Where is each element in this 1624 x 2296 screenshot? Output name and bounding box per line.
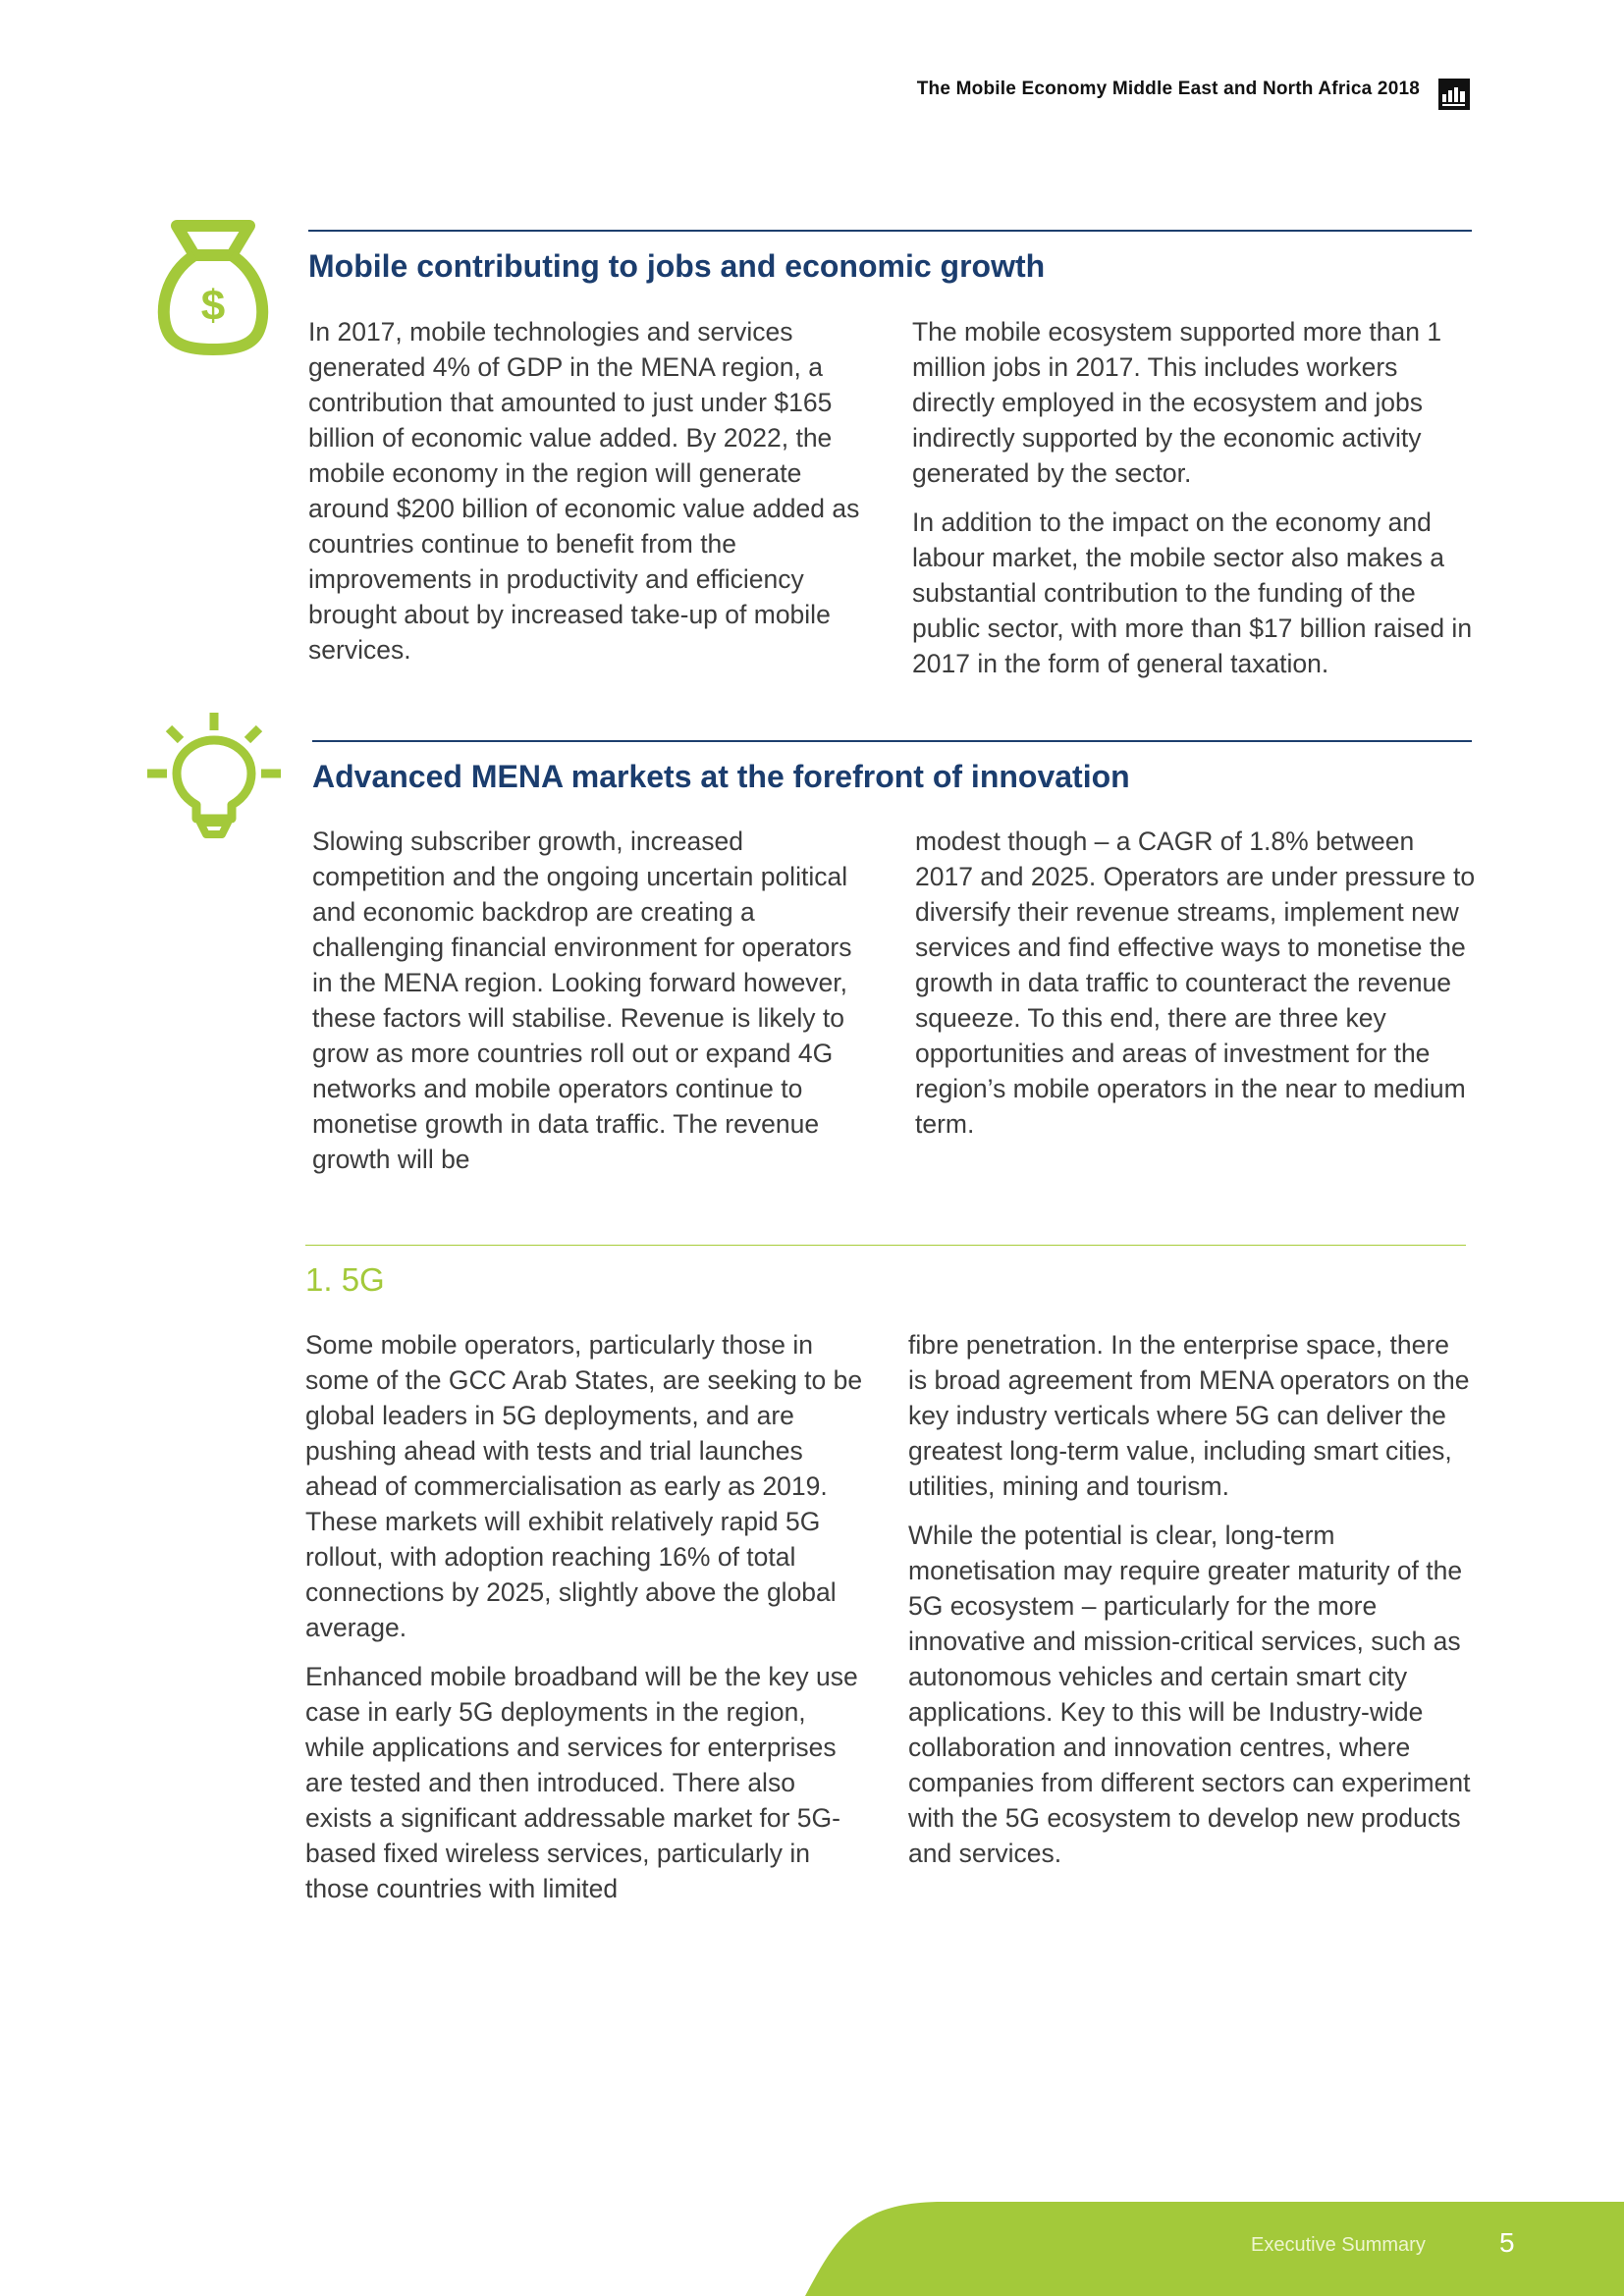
gsma-logo-icon [1438, 79, 1470, 110]
paragraph: fibre penetration. In the enterprise space, there is broad agreement from MENA operators on the key industry verticals where 5G can deliver the greatest long-term value, including smart cities, utilities, mining and tourism. [908, 1330, 1470, 1501]
paragraph: modest though – a CAGR of 1.8% between 2017 and 2025. Operators are under pressure to diversify their revenue streams, implement new services and find effective ways to monetise the growth in data traffic to counteract the revenue squeeze. To this end, there are three key opportunities and areas of investment for the region’s mobile operators in the near to medium term. [915, 827, 1476, 1139]
subsection-divider [305, 1245, 1466, 1246]
money-bag-icon [155, 220, 271, 362]
section1-column-right [912, 314, 1477, 695]
section-heading-innovation: Advanced MENA markets at the forefront of innovation [312, 759, 1130, 794]
svg-text:$: $ [200, 282, 226, 330]
document-title: The Mobile Economy Middle East and North Africa 2018 [916, 79, 1420, 99]
lightbulb-icon [147, 713, 281, 847]
section2-column-left [312, 824, 872, 1191]
paragraph: Slowing subscriber growth, increased competition and the ongoing uncertain political and economic backdrop are creating a challenging financial environment for operators in the MENA region. Looking forward however, these factors will stabilise. Revenue is likely to grow as more countries roll out or expand 4G networks and mobile operators continue to monetise growth in data traffic. The revenue growth will be [312, 827, 852, 1174]
section-heading-jobs-growth: Mobile contributing to jobs and economic growth [308, 248, 1046, 284]
paragraph: In 2017, mobile technologies and services generated 4% of GDP in the MENA region, a contribution that amounted to just under $165 billion of economic value added. By 2022, the mobile economy in the region will generate around $200 billion of economic value added as countries continue to benefit from the improvements in productivity and efficiency brought about by increased take-up of mobile services. [308, 317, 860, 665]
paragraph: In addition to the impact on the economy and labour market, the mobile sector also makes a substantial contribution to the funding of the public sector, with more than $17 billion raised in 2017 in the form of general taxation. [912, 507, 1473, 678]
section3-column-right [908, 1327, 1474, 1885]
page-number: 5 [1499, 2227, 1515, 2258]
section2-column-right [915, 824, 1477, 1155]
paragraph: Some mobile operators, particularly those in some of the GCC Arab States, are seeking to be global leaders in 5G deployments, and are pushing ahead with tests and trial launches ahead of commercialisation as early as 2019. These markets will exhibit relatively rapid 5G rollout, with adoption reaching 16% of total connections by 2025, slightly above the global average. [305, 1330, 863, 1642]
footer-section-label: Executive Summary [1251, 2234, 1426, 2256]
section3-column-left [305, 1327, 865, 1920]
subsection-heading-5g: 1. 5G [305, 1261, 385, 1298]
paragraph: Enhanced mobile broadband will be the key use case in early 5G deployments in the region, while applications and services for enterprises are tested and then introduced. There also exists a significant addressable market for 5G-based fixed wireless services, particularly in those countries with limited [305, 1662, 858, 1903]
paragraph: The mobile ecosystem supported more than 1 million jobs in 2017. This includes workers directly employed in the ecosystem and jobs indirectly supported by the economic activity generated by the sector. [912, 317, 1442, 488]
paragraph: While the potential is clear, long-term monetisation may require greater maturity of the 5G ecosystem – particularly for the more innovative and mission-critical services, such as autonomous vehicles and certain smart city applications. Key to this will be Industry-wide collaboration and innovation centres, where companies from different sectors can experiment with the 5G ecosystem to develop new products and services. [908, 1521, 1471, 1868]
section-divider [312, 740, 1472, 742]
section1-column-left [308, 314, 883, 681]
section-divider [308, 230, 1472, 232]
